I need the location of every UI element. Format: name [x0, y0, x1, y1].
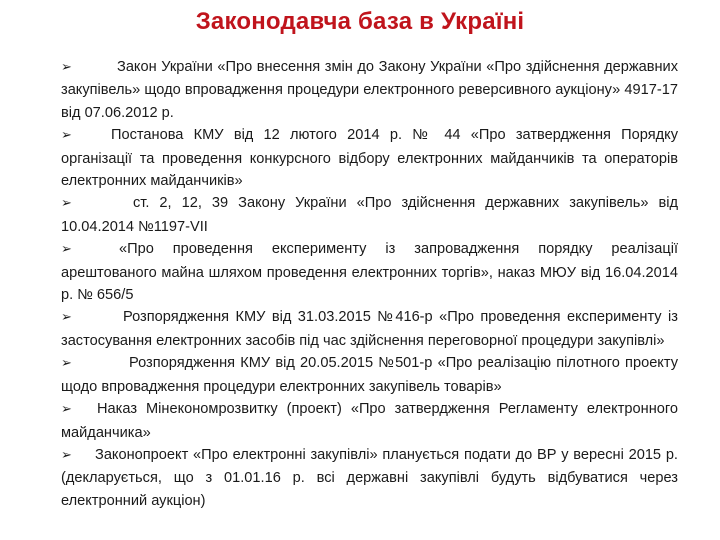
- slide-title: Законодавча база в Україні: [195, 8, 525, 35]
- arrowhead-bullet-icon: ➢: [61, 242, 72, 258]
- list-item: [61, 306, 678, 352]
- list-item-text: Розпорядження КМУ від 31.03.2015 №416-р «Про проведення експерименту із застосування електронних засобів під час здійснення переговорної процедури закупівлі»: [61, 309, 678, 349]
- arrowhead-bullet-icon: ➢: [61, 60, 72, 75]
- list-item: [61, 444, 678, 512]
- arrowhead-bullet-icon: ➢: [61, 402, 72, 418]
- list-item: [61, 352, 678, 398]
- arrowhead-bullet-icon: ➢: [61, 128, 72, 144]
- list-item: [61, 124, 678, 192]
- list-item: [61, 238, 678, 306]
- legislation-list: [61, 56, 678, 512]
- list-item: [61, 398, 678, 444]
- arrowhead-bullet-icon: ➢: [61, 196, 72, 212]
- list-item-text: ст. 2, 12, 39 Закону України «Про здійснення державних закупівель» від 10.04.2014 №1197-VII: [61, 195, 678, 235]
- list-item-text: Закон України «Про внесення змін до Закону України «Про здійснення державних закупівель» щодо впровадження процедури електронного реверсивного аукціону» 4917-17 від 07.06.2012 р.: [61, 59, 678, 121]
- arrowhead-bullet-icon: ➢: [61, 310, 72, 326]
- list-item-text: Законопроект «Про електронні закупівлі» планується подати до ВР у вересні 2015 р. (декларується, що з 01.01.16 р. всі державні закупівлі будуть відбуватися через електронний аукціон): [61, 446, 678, 509]
- arrowhead-bullet-icon: ➢: [61, 356, 72, 372]
- list-item: [61, 56, 678, 124]
- arrowhead-bullet-icon: ➢: [61, 447, 72, 463]
- list-item-text: Постанова КМУ від 12 лютого 2014 р. № 44 «Про затвердження Порядку організації та проведення конкурсного відбору електронних майданчиків та операторів електронних майданчиків»: [61, 127, 678, 190]
- list-item: [61, 192, 678, 238]
- list-item-text: «Про проведення експерименту із запровадження порядку реалізації арештованого майна шляхом проведення електронних торгів», наказ МЮУ від 16.04.2014 р. № 656/5: [61, 241, 678, 304]
- list-item-text: Наказ Мінекономрозвитку (проект) «Про затвердження Регламенту електронного майданчика»: [61, 401, 678, 441]
- list-item-text: Розпорядження КМУ від 20.05.2015 №501-р «Про реалізацію пілотного проекту щодо впровадження процедури електронних закупівель товарів»: [61, 355, 678, 395]
